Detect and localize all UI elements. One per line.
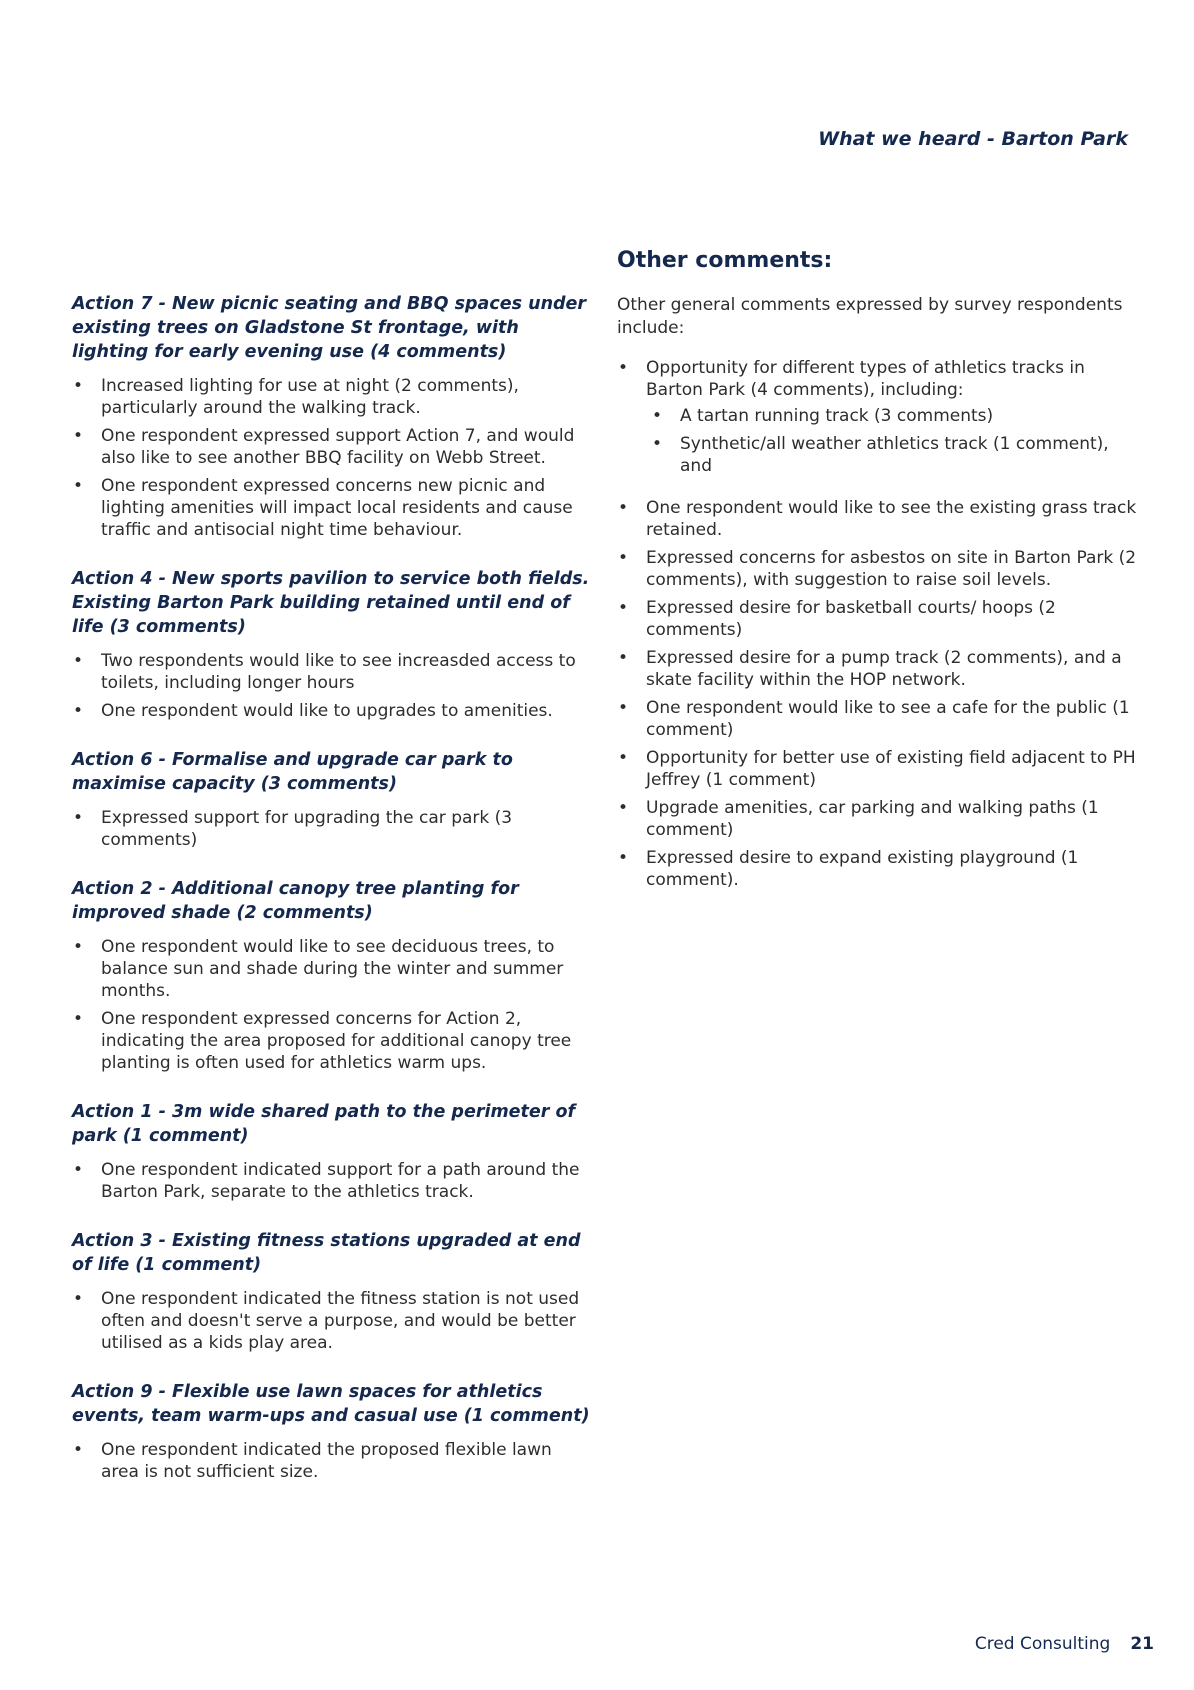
list-item: • One respondent would like to see the existing grass track retained. [617,497,1137,541]
action-3-heading: Action 3 - Existing fitness stations upgraded at end of life (1 comment) [72,1231,581,1275]
page-number: 21 [1130,1634,1154,1654]
list-item: • One respondent indicated the proposed flexible lawn area is not sufficient size. [72,1439,592,1483]
action-9-heading: Action 9 - Flexible use lawn spaces for athletics events, team warm-ups and casual use (1 comment) [72,1382,590,1426]
list-item: • One respondent would like to upgrades to amenities. [72,700,592,722]
footer-company: Cred Consulting [974,1634,1111,1654]
list-item: • Expressed desire for basketball courts/ hoops (2 comments) [617,597,1137,641]
action-4-section [72,567,592,722]
list-item: • Expressed desire for a pump track (2 comments), and a skate facility within the HOP network. [617,647,1137,691]
list-item: • One respondent expressed support Action 7, and would also like to see another BBQ facility on Webb Street. [72,425,592,469]
other-comments-list [617,357,1137,891]
action-1-section [72,1100,592,1203]
action-2-heading: Action 2 - Additional canopy tree planting for improved shade (2 comments) [72,879,519,923]
other-comments-intro: Other general comments expressed by survey respondents include: [617,295,1123,338]
action-6-heading: Action 6 - Formalise and upgrade car park to maximise capacity (3 comments) [72,750,513,794]
action-9-section [72,1380,592,1483]
list-item: • Expressed desire to expand existing playground (1 comment). [617,847,1137,891]
other-comments-heading: Other comments: [617,248,833,273]
list-item: • One respondent would like to see a cafe for the public (1 comment) [617,697,1137,741]
list-item: • One respondent indicated the fitness station is not used often and doesn't serve a purpose, and would be better utilised as a kids play area. [72,1288,592,1354]
sub-list-item: • Synthetic/all weather athletics track (1 comment), and [646,433,1137,477]
list-item: • Upgrade amenities, car parking and walking paths (1 comment) [617,797,1137,841]
action-1-list [72,1159,592,1203]
list-item: • Expressed support for upgrading the car park (3 comments) [72,807,592,851]
action-6-list [72,807,592,851]
action-4-heading: Action 4 - New sports pavilion to service both fields. Existing Barton Park building retained until end of life (3 comments) [72,569,590,637]
page-header-title: What we heard - Barton Park [818,128,1128,150]
action-4-list [72,650,592,722]
action-3-list [72,1288,592,1354]
action-9-list [72,1439,592,1483]
action-2-list [72,936,592,1074]
action-6-section [72,748,592,851]
right-column [617,246,1137,897]
sub-list-item: • A tartan running track (3 comments) [646,405,1137,427]
left-column [72,292,592,1509]
list-item: • One respondent indicated support for a path around the Barton Park, separate to the athletics track. [72,1159,592,1203]
action-2-section [72,877,592,1074]
list-item: • Increased lighting for use at night (2 comments), particularly around the walking track. [72,375,592,419]
action-7-list [72,375,592,541]
list-item: • One respondent expressed concerns new picnic and lighting amenities will impact local residents and cause traffic and antisocial night time behaviour. [72,475,592,541]
list-item: • Expressed concerns for asbestos on site in Barton Park (2 comments), with suggestion to raise soil levels. [617,547,1137,591]
list-item: • One respondent would like to see deciduous trees, to balance sun and shade during the winter and summer months. [72,936,592,1002]
action-3-section [72,1229,592,1354]
action-1-heading: Action 1 - 3m wide shared path to the perimeter of park (1 comment) [72,1102,576,1146]
list-item-text: Opportunity for different types of athletics tracks in Barton Park (4 comments), including: [646,358,1085,400]
action-7-heading: Action 7 - New picnic seating and BBQ spaces under existing trees on Gladstone St frontage, with lighting for early evening use (4 comments) [72,294,587,362]
list-item: • Two respondents would like to see increasded access to toilets, including longer hours [72,650,592,694]
list-item: • Opportunity for better use of existing field adjacent to PH Jeffrey (1 comment) [617,747,1137,791]
page-footer [975,1634,1154,1654]
list-item [617,357,1137,477]
list-item: • One respondent expressed concerns for Action 2, indicating the area proposed for additional canopy tree planting is often used for athletics warm ups. [72,1008,592,1074]
action-7-section [72,292,592,541]
athletics-tracks-sublist [646,405,1137,477]
